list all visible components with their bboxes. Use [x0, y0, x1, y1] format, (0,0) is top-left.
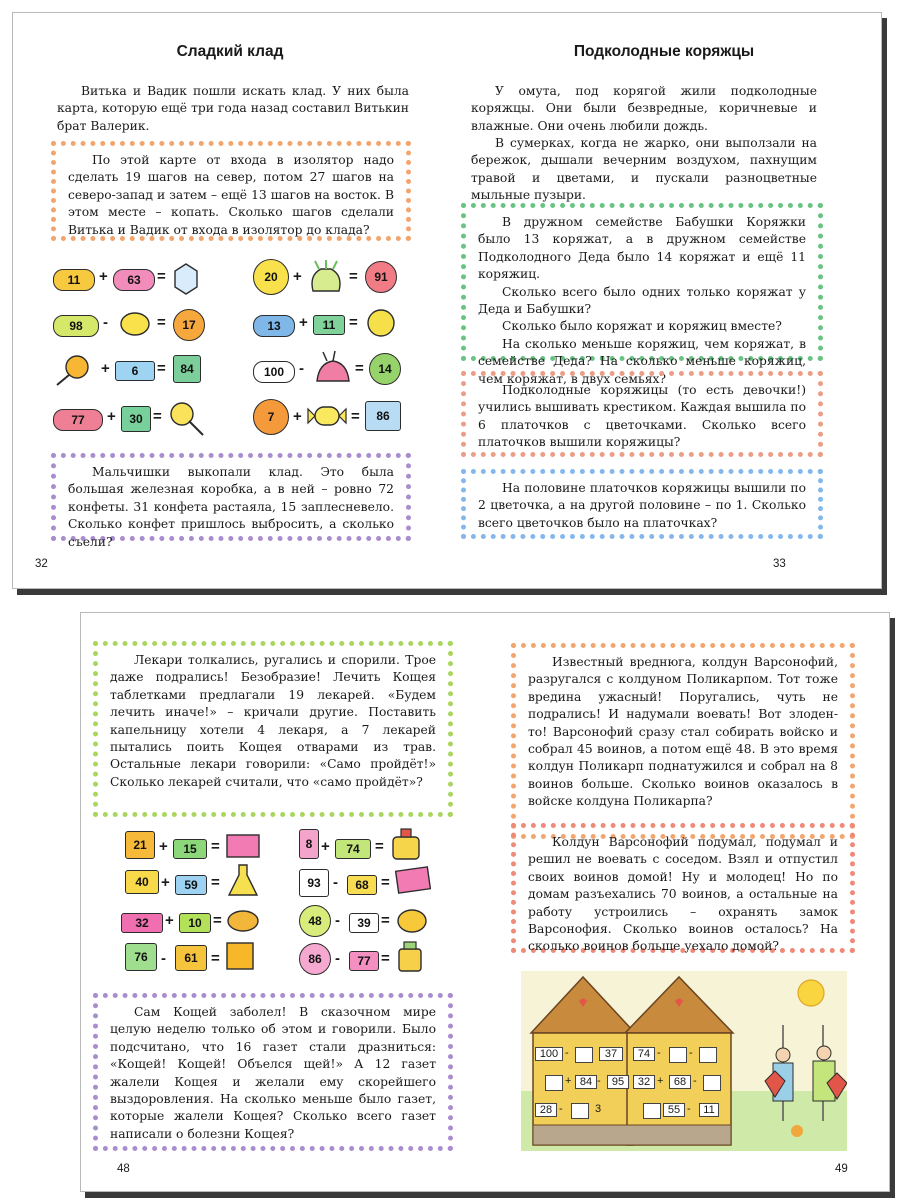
task-box-embroidery: [461, 371, 823, 457]
castle-operator: -: [689, 1047, 693, 1059]
candy-number: 7: [253, 399, 289, 435]
empty-candy-icon: [307, 401, 347, 431]
castle-operator: -: [693, 1075, 697, 1087]
bottle-number: 77: [349, 951, 379, 971]
bottle-number: 61: [175, 945, 207, 971]
page-number: 48: [117, 1163, 130, 1175]
task-text: Лекари толкались, ругались и спорили. Трое даже подрались! Безобразие! Лечить Кощея таблетками предлагали 19 лекарей. «Будем лечить иначе!» – кричали другие. Поставить капельницу хотели 4 лекаря, а 7 лекарей пытались поить Кощея отварами из трав. Остальные лекари говорили: «Само пройдёт!» Сколько лекарей считали, что «само пройдёт»?: [110, 653, 436, 789]
operator: -: [299, 360, 304, 377]
operator: +: [299, 314, 308, 331]
empty-bottle-icon: [395, 939, 425, 973]
bottle-number: 15: [173, 839, 207, 859]
operator: -: [161, 950, 166, 967]
operator: +: [321, 838, 330, 855]
page-32: [13, 13, 447, 588]
castle-empty-window: [703, 1075, 721, 1091]
candy-number: 86: [365, 401, 401, 431]
castle-operator: -: [657, 1047, 661, 1059]
castle-operator: -: [559, 1103, 563, 1115]
empty-candy-bag-icon: [307, 257, 345, 293]
candy-math-puzzle: [53, 259, 413, 449]
page-number: 33: [773, 558, 786, 570]
page-48: [81, 613, 481, 1191]
intro-text: В сумерках, когда не жарко, они выползали на бережок, дышали вечерним воздухом, пахнущим травой и цветами, и пускали разноцветные мыльные пузыри.: [471, 136, 817, 203]
operator: =: [157, 360, 166, 377]
task-box-doctors: [93, 641, 453, 817]
bottle-number: 10: [179, 913, 211, 933]
operator: =: [157, 268, 166, 285]
castle-illustration: [521, 971, 847, 1151]
candy-number: 63: [113, 269, 155, 291]
castle-operator: 3: [595, 1103, 602, 1115]
operator: -: [335, 912, 340, 929]
intro-text: Витька и Вадик пошли искать клад. У них была карта, которую ещё три года назад составил Витькин брат Валерик.: [57, 84, 409, 133]
candy-number: 98: [53, 315, 99, 337]
bottle-number: 40: [125, 870, 159, 894]
candy-number: 14: [369, 353, 401, 385]
castle-number: 95: [607, 1075, 629, 1089]
bottle-number: 86: [299, 943, 331, 975]
task-text: Мальчишки выкопали клад. Это была большая железная коробка, а в ней – ровно 72 конфеты. 31 конфета растаяла, 15 заплесневело. Сколько конфет пришлось выбросить, а сколько съели?: [68, 465, 394, 549]
operator: +: [101, 360, 110, 377]
page-number: 49: [835, 1163, 848, 1175]
operator: -: [333, 874, 338, 891]
candy-number: 91: [365, 261, 397, 293]
castle-operator: -: [687, 1103, 691, 1115]
candy-number: 11: [53, 269, 95, 291]
castle-operator: +: [565, 1075, 572, 1087]
bottle-number: 48: [299, 905, 331, 937]
operator: +: [99, 268, 108, 285]
task-box-koryazhata: [461, 203, 823, 386]
bottle-number: 59: [175, 875, 207, 895]
bottle-number: 39: [349, 913, 379, 933]
castle-operator: -: [565, 1047, 569, 1059]
operator: +: [161, 874, 170, 891]
candy-number: 11: [313, 315, 345, 335]
castle-operator: +: [657, 1075, 664, 1087]
page-title: Сладкий клад: [176, 43, 284, 60]
page-33: [447, 13, 881, 588]
task-text: Известный вреднюга, колдун Варсонофий, разругался с колдуном Поликарпом. Тот тоже вредина ужасный! Поругались, чуть не подрались! И надумали воевать! Вот злоден-то! Варсонофий сразу стал собирать войско и собрал 45 воинов, а потом ещё 48. В это время колдун Поликарп поднатужился и собрал на 8 воинов больше. Сколько воинов оказалось в войске колдуна Поликарпа?: [528, 655, 838, 809]
task-box-newspapers: [93, 993, 453, 1151]
candy-number: 100: [253, 361, 295, 383]
operator: +: [165, 912, 174, 929]
castle-operator: -: [597, 1075, 601, 1087]
empty-lollipop-icon: [53, 353, 97, 387]
task-box-flowers: [461, 469, 823, 539]
operator: +: [159, 838, 168, 855]
operator: =: [381, 874, 390, 891]
operator: =: [375, 838, 384, 855]
operator: =: [211, 838, 220, 855]
candy-number: 13: [253, 315, 295, 337]
operator: =: [349, 314, 358, 331]
castle-number: 32: [633, 1075, 655, 1089]
castle-empty-window: [699, 1047, 717, 1063]
castle-number: 28: [535, 1103, 557, 1117]
task-text: Подколодные коряжицы (то есть девочки!) учились вышивать крестиком. Каждая вышила по 6 платочков с цветочками. Сколько всего платочков вышили коряжицы?: [478, 383, 806, 450]
intro-text: У омута, под корягой жили подколодные коряжцы. Они были безвредные, коричневые и влажные. Они очень любили дождь.: [471, 84, 817, 133]
castle-empty-window: [571, 1103, 589, 1119]
task-box-castle-guards: [511, 823, 855, 953]
castle-empty-window: [643, 1103, 661, 1119]
empty-candy-bag-icon: [313, 349, 353, 385]
task-box-treasure-steps: [51, 141, 411, 241]
medicine-math-puzzle: [101, 825, 451, 975]
castle-empty-window: [669, 1047, 687, 1063]
castle-number: 55: [663, 1103, 685, 1117]
operator: =: [211, 874, 220, 891]
bottle-number: 93: [299, 869, 329, 897]
task-text: Сколько всего было одних только коряжат у Деда и Бабушки?: [478, 284, 806, 317]
operator: =: [349, 268, 358, 285]
candy-number: 20: [253, 259, 289, 295]
empty-bottle-icon: [389, 827, 423, 861]
task-text: Сколько было коряжат и коряжиц вместе?: [502, 319, 782, 334]
bottle-number: 32: [121, 913, 163, 933]
page-49: [485, 613, 889, 1191]
empty-lollipop-icon: [167, 399, 207, 439]
task-text: На сколько меньше коряжиц, чем коряжат, в семействе Деда? На сколько меньше коряжиц, чем коряжат, в двух семьях?: [478, 336, 806, 386]
operator: =: [381, 950, 390, 967]
empty-candy-icon: [117, 309, 153, 339]
operator: =: [157, 314, 166, 331]
candy-number: 30: [121, 406, 151, 432]
bottle-number: 76: [125, 943, 157, 971]
castle-number: 68: [669, 1075, 691, 1089]
operator: -: [335, 950, 340, 967]
operator: +: [107, 408, 116, 425]
bottle-number: 21: [125, 831, 155, 859]
task-box-warriors: [511, 643, 855, 839]
empty-flask-icon: [225, 863, 261, 897]
operator: =: [381, 912, 390, 929]
castle-number: 74: [633, 1047, 655, 1061]
task-text: Сам Кощей заболел! В сказочном мире целую неделю только об этом и говорили. Было подсчитано, что 16 газет стали дразниться: «Кощей! Кощей! Объелся щей!» А 12 газет жалели Кощея и желали ему скорейшего выздоровления. На сколько меньше было газет, которые жалели Кощея? Сколько всего газет написали о болезни Кощея?: [110, 1005, 436, 1141]
bottle-number: 74: [335, 839, 371, 859]
empty-candy-icon: [173, 263, 199, 295]
operator: =: [153, 408, 162, 425]
castle-number: 84: [575, 1075, 597, 1089]
bottle-number: 68: [347, 875, 377, 895]
page-title: Подколодные коряжцы: [573, 43, 755, 60]
empty-box-icon: [225, 941, 255, 971]
book-spread-48-49: [80, 612, 890, 1192]
task-text: В дружном семействе Бабушки Коряжки было 13 коряжат, а в дружном семействе Подколодного Деда было 14 коряжат и ещё 11 коряжиц.: [478, 215, 806, 282]
candy-number: 6: [115, 361, 155, 381]
castle-number: 100: [535, 1047, 563, 1061]
task-box-candies: [51, 453, 411, 549]
castle-empty-window: [575, 1047, 593, 1063]
empty-jar-icon: [395, 903, 429, 935]
operator: =: [211, 950, 220, 967]
bottle-number: 8: [299, 829, 319, 859]
task-text: На половине платочков коряжицы вышили по 2 цветочка, а на другой половине – по 1. Сколько всего цветочков было на платочках?: [478, 481, 806, 530]
page-number: 32: [35, 558, 48, 570]
operator: -: [103, 314, 108, 331]
castle-number: 11: [699, 1103, 719, 1117]
operator: +: [293, 408, 302, 425]
operator: =: [351, 408, 360, 425]
empty-jar-icon: [225, 905, 261, 933]
book-spread-32-33: [12, 12, 882, 589]
operator: =: [355, 360, 364, 377]
castle-number: 37: [599, 1047, 623, 1061]
task-text: По этой карте от входа в изолятор надо сделать 19 шагов на север, потом 27 шагов на северо-запад и затем – ещё 13 шагов на восток. В этом месте – копать. Сколько шагов сделали Витька и Вадик от входа в изолятор до клада?: [68, 153, 394, 237]
candy-number: 77: [53, 409, 103, 431]
empty-candy-icon: [365, 307, 397, 339]
candy-number: 17: [173, 309, 205, 341]
operator: +: [293, 268, 302, 285]
empty-box-icon: [395, 865, 431, 895]
task-text: Колдун Варсонофий подумал, подумал и решил не воевать с соседом. Взял и отпустил своих воинов домой! Ну и молодец! Но по домам разъехались 70 воинов, а остальные на работу устроились – охранять замок Варсонофия. Сколько воинов осталось? На сколько воинов больше уехало домой?: [528, 835, 838, 954]
empty-box-icon: [225, 833, 261, 859]
castle-empty-window: [545, 1075, 563, 1091]
operator: =: [213, 912, 222, 929]
candy-number: 84: [173, 355, 201, 383]
